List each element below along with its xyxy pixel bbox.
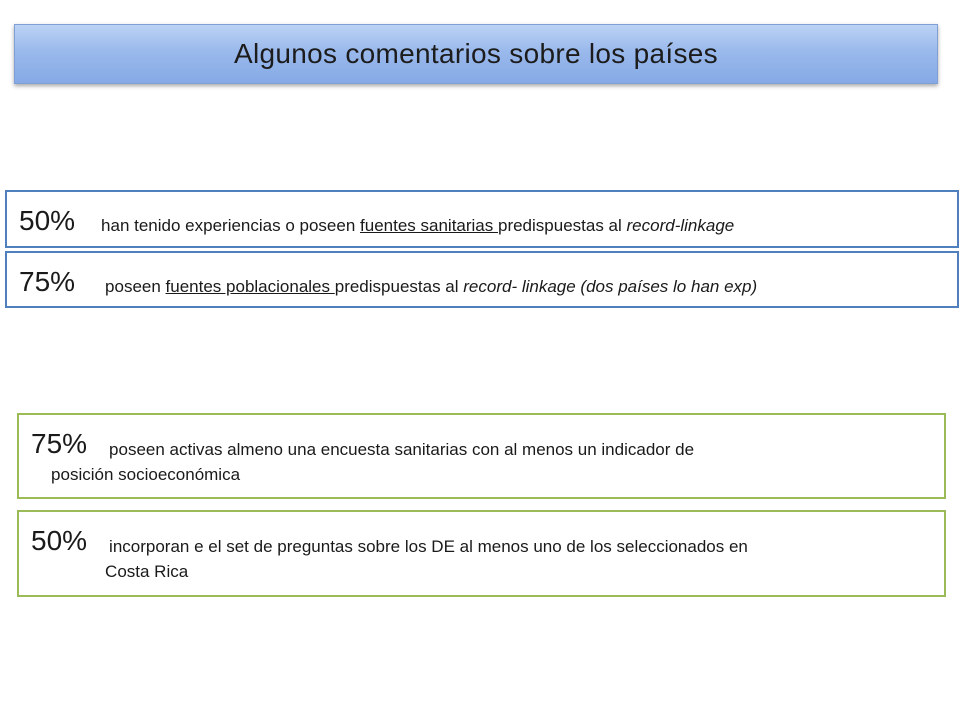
- stat-text: predispuestas al: [497, 216, 627, 235]
- stat-text: predispuestas al: [334, 277, 464, 296]
- stat-percent: 75%: [19, 266, 76, 297]
- stat-box-sanitarias: [5, 190, 959, 248]
- stat-line-1: poseen activas almeno una encuesta sanitarias con al menos un indicador de: [109, 440, 695, 459]
- stat-description: [105, 534, 748, 584]
- stat-underlined-text: fuentes poblacionales: [165, 277, 335, 296]
- stat-italic-text: record- linkage (dos países lo han exp): [463, 277, 758, 296]
- stat-description: [105, 274, 757, 299]
- slide-title: Algunos comentarios sobre los países: [234, 38, 718, 69]
- stat-italic-text: record-linkage: [626, 216, 735, 235]
- stat-text: poseen: [105, 277, 166, 296]
- stat-box-poblacionales: [5, 251, 959, 308]
- stat-percent: 75%: [31, 428, 88, 459]
- stat-percent: 50%: [19, 205, 76, 236]
- stat-text: han tenido experiencias o poseen: [101, 216, 361, 235]
- stat-percent: 50%: [31, 525, 88, 556]
- stat-underlined-text: fuentes sanitarias: [360, 216, 498, 235]
- stat-box-preguntas: [17, 510, 946, 597]
- stat-line-1: incorporan e el set de preguntas sobre los DE al menos uno de los seleccionados en: [109, 537, 748, 556]
- stat-box-encuesta: [17, 413, 946, 499]
- stat-description: [101, 213, 734, 238]
- stat-line-2: Costa Rica: [105, 562, 189, 581]
- stat-description: [51, 437, 695, 487]
- slide-title-banner: [14, 24, 938, 84]
- stat-line-2: posición socioeconómica: [51, 465, 241, 484]
